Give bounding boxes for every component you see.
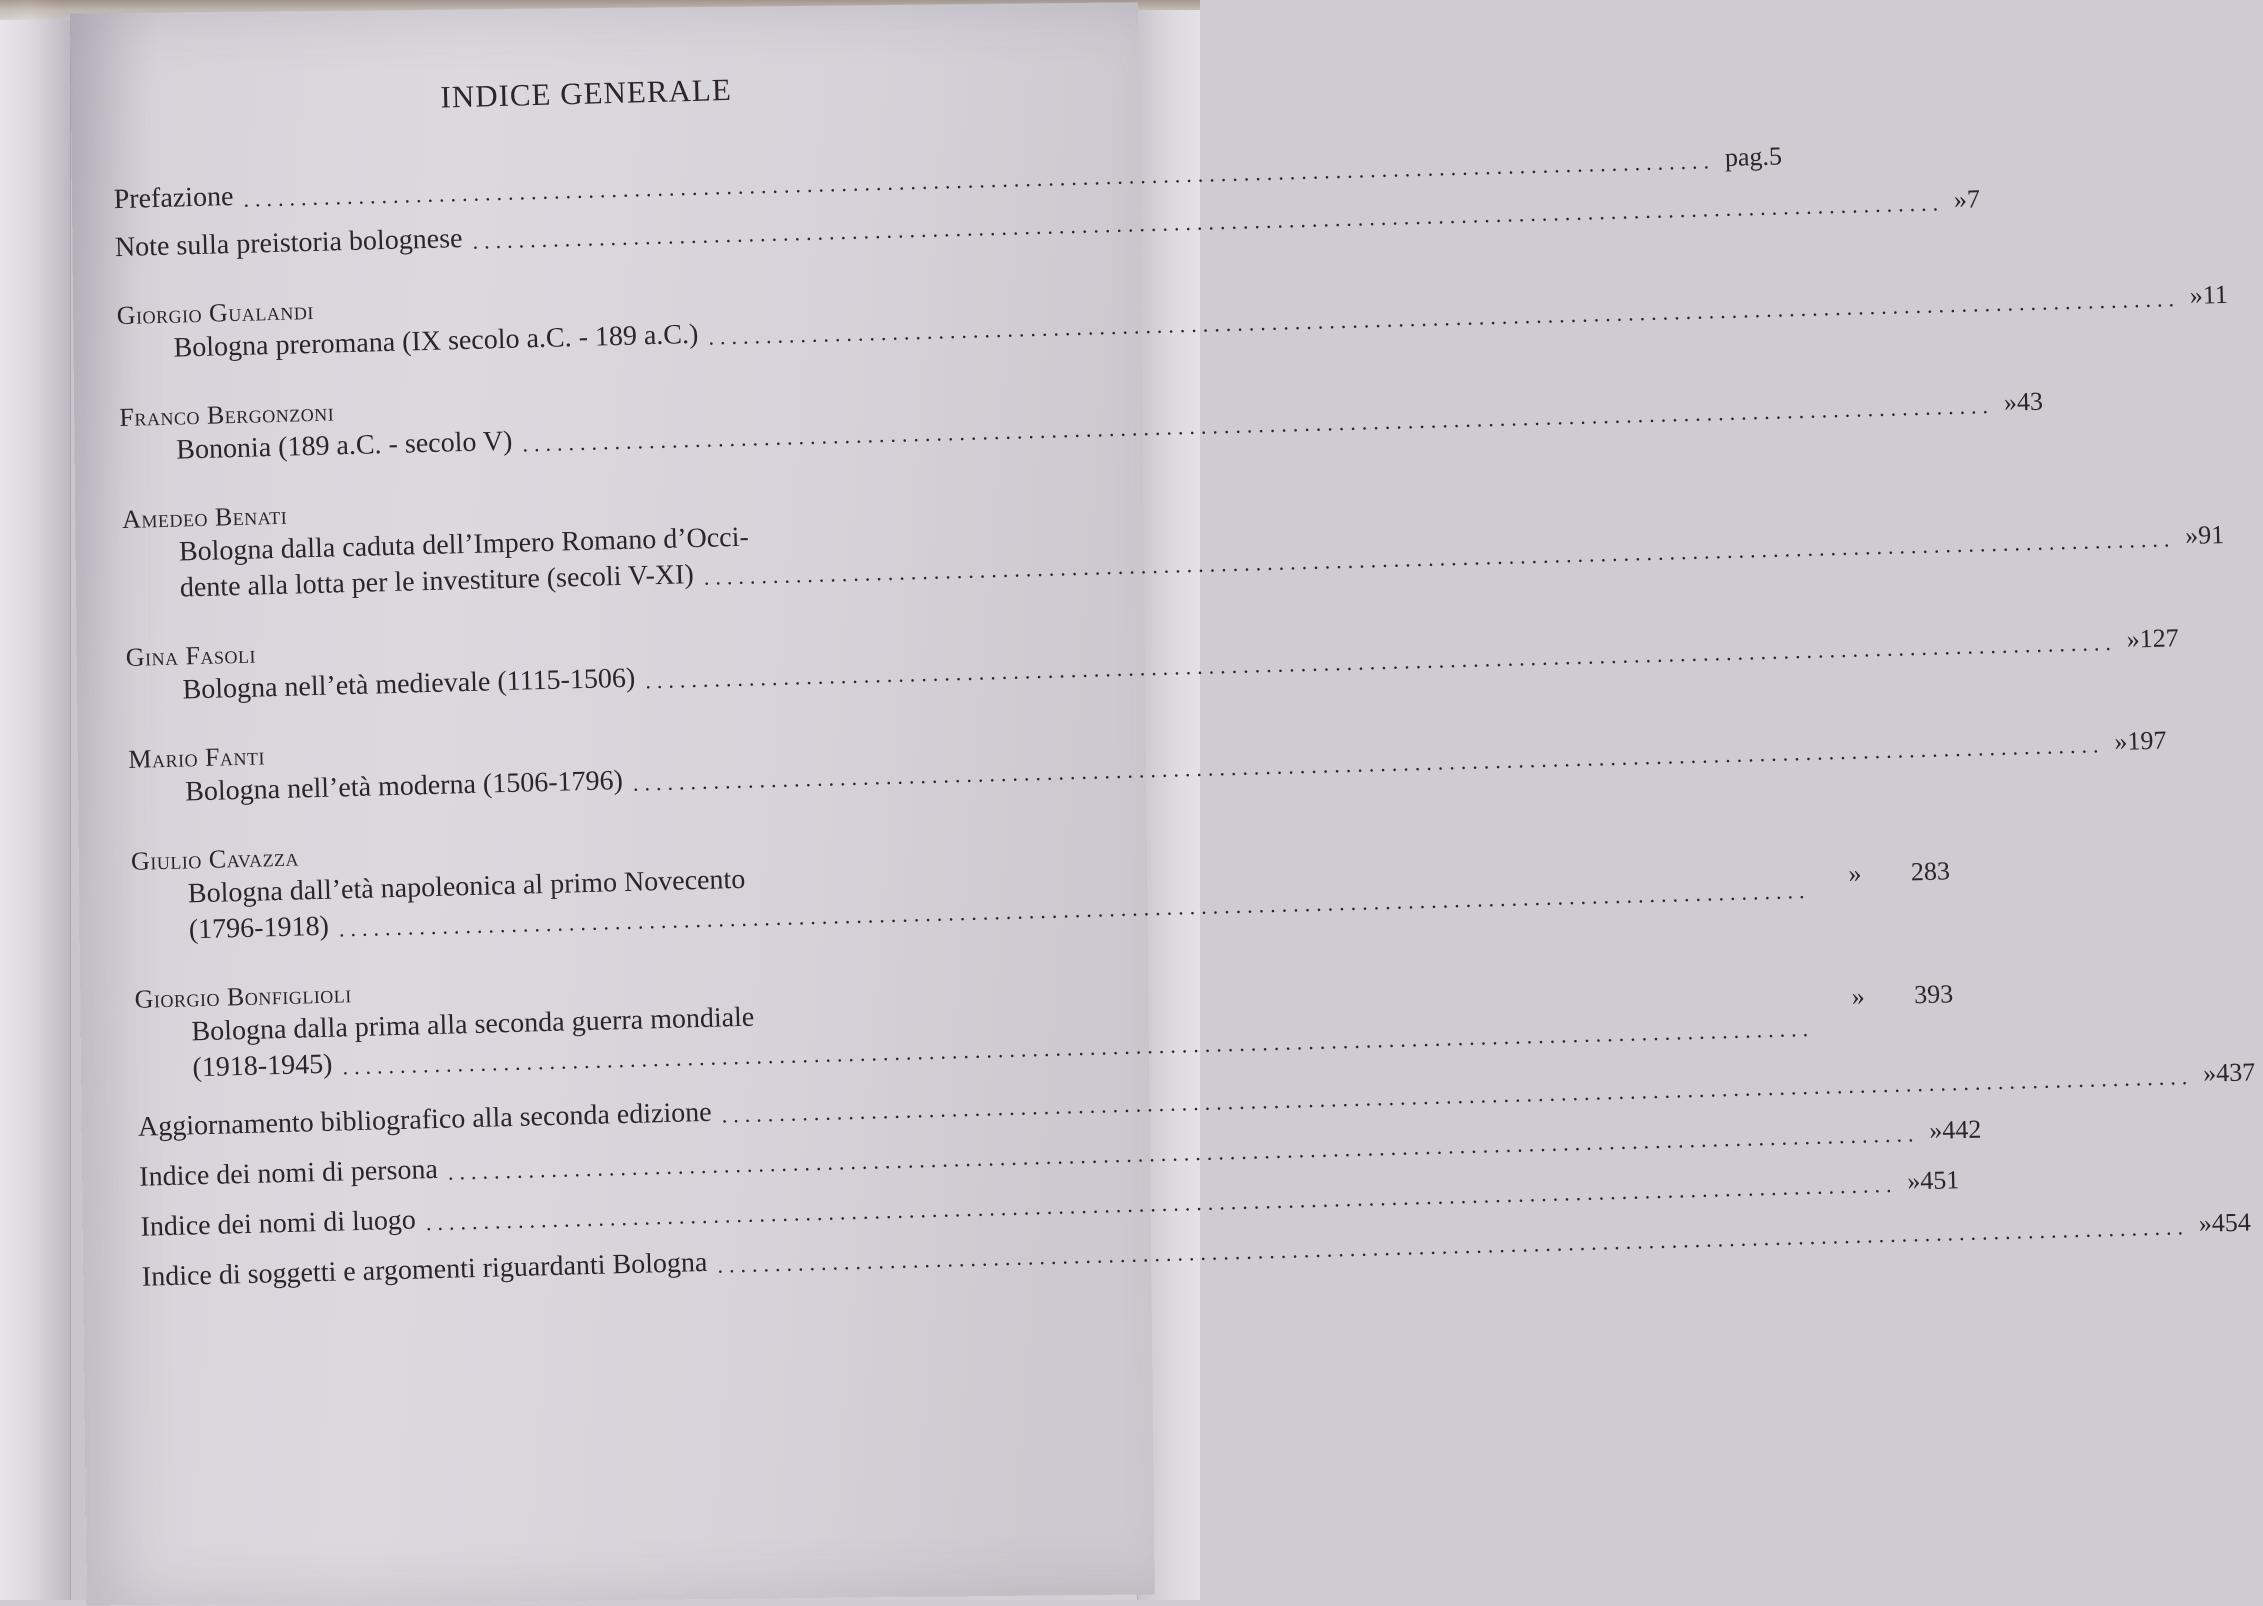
page-ref-label: » (1851, 981, 1866, 1011)
chapter-title: Bologna nell’età medievale (1115-1506) (182, 662, 636, 706)
page-ref-label: » (1848, 858, 1862, 888)
page-number: 451 (1919, 1165, 1960, 1196)
page-title: INDICE GENERALE (440, 71, 733, 115)
page-number: 127 (2139, 623, 2180, 654)
chapter-title-line: Bologna dall’età napoleonica al primo Novecento (187, 863, 746, 910)
page-number: 91 (2197, 520, 2225, 550)
book-page (70, 2, 2256, 1605)
chapter-title-line: Bologna dalla caduta dell’Impero Romano d’Occi- (178, 521, 750, 568)
page-ref-label: » (2126, 624, 2141, 654)
page-ref-label: » (2202, 1058, 2217, 1088)
page-ref-label: » (1928, 1115, 1943, 1145)
page-number: 393 (1913, 979, 1954, 1010)
entry-title: Indice dei nomi di persona (138, 1153, 439, 1193)
chapter-title-line: Bologna dalla prima alla seconda guerra mondiale (191, 1001, 755, 1048)
page-ref-label: » (1953, 184, 1968, 214)
page-ref-label: » (1906, 1166, 1921, 1196)
chapter-author: Giorgio Bonfiglioli (134, 979, 353, 1014)
entry-title: Aggiornamento bibliografico alla seconda edizione (137, 1096, 713, 1143)
page-ref (1819, 846, 1950, 889)
chapter-author: Mario Fanti (128, 741, 266, 774)
page-number: 11 (2202, 279, 2229, 310)
page-number: 283 (1910, 856, 1951, 887)
page-number: 197 (2126, 725, 2167, 756)
chapter-title-continued: (1918-1945) (192, 1048, 333, 1084)
chapter-author: Amedeo Benati (121, 500, 288, 535)
page-ref-label: » (2184, 520, 2199, 551)
toc-chapter (119, 378, 2044, 470)
chapter-title: Bononia (189 a.C. - secolo V) (175, 425, 513, 466)
chapter-title-continued: dente alla lotta per le investiture (secoli V-XI) (179, 559, 695, 604)
toc-chapter (130, 822, 1951, 950)
page-number: 437 (2215, 1057, 2256, 1088)
chapter-title: Bologna preromana (IX secolo a.C. - 189 a.C.) (173, 318, 699, 364)
page-ref-label: » (2113, 726, 2128, 756)
toc-chapter (134, 960, 1954, 1088)
page-number: 442 (1941, 1114, 1982, 1145)
page-ref-label: » (2198, 1208, 2213, 1238)
page-number: 43 (2016, 386, 2044, 417)
page-number: 454 (2211, 1207, 2252, 1238)
entry-title: Indice dei nomi di luogo (140, 1204, 417, 1243)
chapter-author: Franco Bergonzoni (119, 397, 335, 433)
page-ref-label: pag. (1724, 141, 1770, 172)
left-page-edge (0, 20, 71, 1600)
entry-title: Note sulla preistoria bolognese (114, 223, 463, 264)
chapter-author: Gina Fasoli (125, 639, 257, 672)
chapter-author: Giorgio Gualandi (116, 295, 315, 331)
entry-title: Indice di soggetti e argomenti riguardanti Bologna (141, 1246, 708, 1293)
toc-chapter (121, 480, 2225, 608)
table-of-contents (111, 64, 2256, 1310)
chapter-title: Bologna nell’età moderna (1506-1796) (184, 765, 624, 808)
chapter-title-continued: (1796-1918) (188, 910, 330, 946)
chapter-author: Giulio Cavazza (130, 842, 300, 876)
page-ref (1823, 969, 1955, 1042)
page-number: 5 (1768, 141, 1783, 171)
toc-chapter (116, 276, 2229, 368)
page-ref-label: » (2189, 280, 2204, 310)
toc-chapter (125, 618, 2180, 710)
page-number: 7 (1966, 184, 1981, 214)
page-ref-label: » (2003, 387, 2018, 417)
toc-chapter (128, 720, 2167, 812)
entry-title: Prefazione (113, 181, 234, 216)
